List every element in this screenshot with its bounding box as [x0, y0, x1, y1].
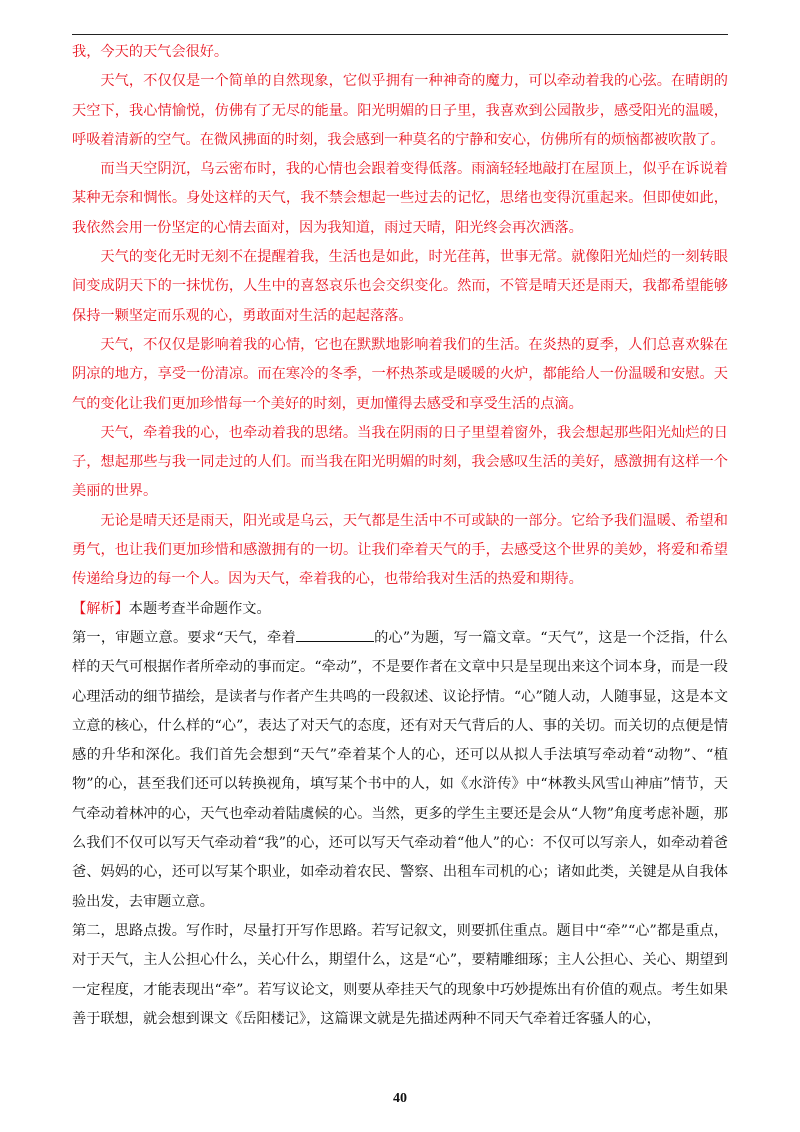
- analysis-intro: 本题考查半命题作文。: [128, 600, 271, 617]
- essay-paragraph-5: 天气，牵着我的心，也牵动着我的思绪。当我在阴雨的日子里望着窗外，我会想起那些阳光灿烂的日子，想起那些与我一同走过的人们。而当我在阳光明媚的时刻，我会感叹生活的美好，感激拥有这样一个美丽的世界。: [72, 424, 728, 500]
- fill-in-blank: [296, 627, 374, 642]
- essay-paragraph-4: 天气，不仅仅是影响着我的心情，它也在默默地影响着我们的生活。在炎热的夏季，人们总喜欢躲在阴凉的地方，享受一份清凉。而在寒冷的冬季，一杯热茶或是暖暖的火炉，都能给人一份温暖和安慰。天气的变化让我们更加珍惜每一个美好的时刻，更加懂得去感受和享受生活的点滴。: [72, 336, 728, 412]
- analysis-first-b: 的心”为题，写一篇文章。“天气”，这是一个泛指，什么样的天气可根据作者所牵动的事而定。“牵动”，不是要作者在文章中只是呈现出来这个词本身，而是一段心理活动的细节描绘，是读者与作者产生共鸣的一段叙述、议论抒情。“心”随人动，人随事显，这是本文立意的核心，什么样的“心”，表达了对天气的态度，还有对天气背后的人、事的关切。而关切的点便是情感的升华和深化。我们首先会想到“天气”牵着某个人的心，还可以从拟人手法填写牵动着“动物”、“植物”的心，甚至我们还可以转换视角，填写某个书中的人，如《水浒传》中“林教头风雪山神庙”情节，天气牵动着林冲的心，天气也牵动着陆虞候的心。当然，更多的学生主要还是会从“人物”角度考虑补题，那么我们不仅可以写天气牵动着“我”的心，还可以写天气牵动着“他人”的心：不仅可以写亲人，如牵动着爸爸、妈妈的心，还可以写某个职业，如牵动着农民、警察、出租车司机的心；诸如此类，关键是从自我体验出发，去审题立意。: [72, 629, 728, 910]
- analysis-first-a: 第一，审题立意。要求“天气，牵着: [72, 629, 296, 646]
- analysis-second-point: 第二，思路点拨。写作时，尽量打开写作思路。若写记叙文，则要抓住重点。题目中“牵”“心”都是重点，对于天气，主人公担心什么，关心什么，期望什么，这是“心”，要精雕细琢；主人公担心、关心、期望到一定程度，才能表现出“牵”。若写议论文，则要从牵挂天气的现象中巧妙提炼出有价值的观点。考生如果善于联想，就会想到课文《岳阳楼记》，这篇课文就是先描述两种不同天气牵着迁客骚人的心，: [72, 922, 729, 1027]
- essay-paragraph-1: 天气，不仅仅是一个简单的自然现象，它似乎拥有一种神奇的魔力，可以牵动着我的心弦。在晴朗的天空下，我心情愉悦，仿佛有了无尽的能量。阳光明媚的日子里，我喜欢到公园散步，感受阳光的温暖，呼吸着清新的空气。在微风拂面的时刻，我会感到一种莫名的宁静和安心，仿佛所有的烦恼都被吹散了。: [72, 73, 728, 148]
- document-body: [72, 38, 728, 1034]
- essay-paragraph-6: 无论是晴天还是雨天，阳光或是乌云，天气都是生活中不可或缺的一部分。它给予我们温暖、希望和勇气，也让我们更加珍惜和感激拥有的一切。让我们牵着天气的手，去感受这个世界的美妙，将爱和希望传递给身边的每一个人。因为天气，牵着我的心，也带给我对生活的热爱和期待。: [72, 512, 728, 588]
- analysis-first-point: [72, 624, 728, 917]
- essay-paragraph-2: 而当天空阴沉，乌云密布时，我的心情也会跟着变得低落。雨滴轻轻地敲打在屋顶上，似乎在诉说着某种无奈和惆怅。身处这样的天气，我不禁会想起一些过去的记忆，思绪也变得沉重起来。但即使如此，我依然会用一份坚定的心情去面对，因为我知道，雨过天晴，阳光终会再次洒落。: [72, 161, 728, 236]
- essay-paragraph-3: 天气的变化无时无刻不在提醒着我，生活也是如此，时光荏苒，世事无常。就像阳光灿烂的一刻转眼间变成阴天下的一抹忧伤，人生中的喜怒哀乐也会交织变化。然而，不管是晴天还是雨天，我都希望能够保持一颗坚定而乐观的心，勇敢面对生活的起起落落。: [72, 249, 728, 324]
- page-number: 40: [393, 1091, 407, 1106]
- essay-line-0: 我，今天的天气会很好。: [72, 44, 229, 60]
- analysis-heading: [72, 595, 728, 624]
- analysis-tag: 【解析】: [72, 600, 129, 617]
- header-rule: [72, 34, 728, 35]
